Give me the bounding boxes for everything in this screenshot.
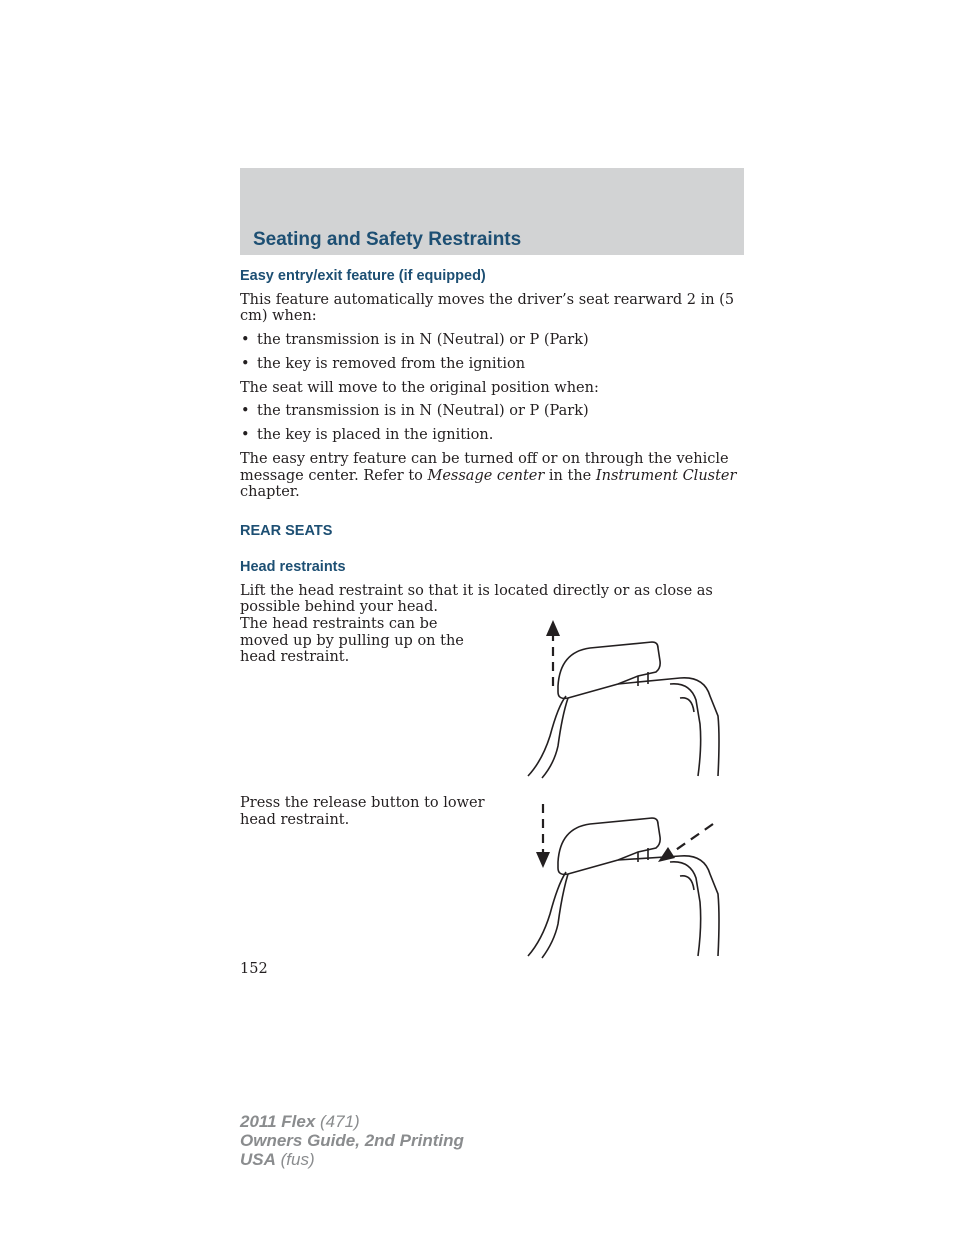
- easy-entry-note: The easy entry feature can be turned off or on through the vehicle message center. Refer to Message center in the Instrument Cluster chapter.: [240, 451, 737, 500]
- bullet-icon: •: [241, 403, 250, 419]
- document-footer: [240, 1112, 464, 1169]
- section-title: Seating and Safety Restraints: [253, 229, 522, 250]
- head-restraint-up-illustration: [520, 616, 744, 781]
- head-restraint-down-illustration: [520, 800, 744, 960]
- main-content: [240, 268, 744, 623]
- lower-figure-row: [240, 795, 744, 960]
- rear-seats-heading: REAR SEATS: [240, 522, 333, 539]
- bullet-icon: •: [241, 331, 250, 348]
- head-restraints-intro: Lift the head restraint so that it is located directly or as close as possible behind your head.: [240, 582, 713, 615]
- list-item: • the transmission is in N (Neutral) or P (Park): [241, 403, 589, 419]
- section-header-band: [240, 168, 744, 255]
- bullet-icon: •: [241, 427, 250, 443]
- easy-entry-heading: Easy entry/exit feature (if equipped): [240, 268, 486, 284]
- list-item: • the key is removed from the ignition: [241, 355, 526, 372]
- easy-entry-return-list: [240, 403, 744, 444]
- footer-line-market: USA (fus): [240, 1150, 315, 1169]
- easy-entry-return-text: The seat will move to the original position when:: [240, 379, 599, 396]
- head-restraints-heading: Head restraints: [240, 559, 346, 575]
- footer-line-edition: Owners Guide, 2nd Printing: [240, 1131, 464, 1150]
- raise-figure-row: [240, 616, 744, 781]
- list-item: • the transmission is in N (Neutral) or P (Park): [241, 331, 589, 348]
- lower-instruction: Press the release button to lower head restraint.: [240, 795, 485, 828]
- raise-instruction: The head restraints can be moved up by pulling up on the head restraint.: [240, 616, 464, 665]
- footer-line-model: 2011 Flex (471): [240, 1112, 360, 1131]
- list-item: • the key is placed in the ignition.: [241, 427, 494, 443]
- easy-entry-conditions-list: [240, 332, 744, 373]
- bullet-icon: •: [241, 355, 250, 372]
- instrument-cluster-ref: Instrument Cluster: [595, 467, 737, 484]
- page-number: 152: [240, 961, 268, 977]
- easy-entry-intro: This feature automatically moves the driver’s seat rearward 2 in (5 cm) when:: [240, 291, 735, 324]
- message-center-ref: Message center: [427, 467, 545, 484]
